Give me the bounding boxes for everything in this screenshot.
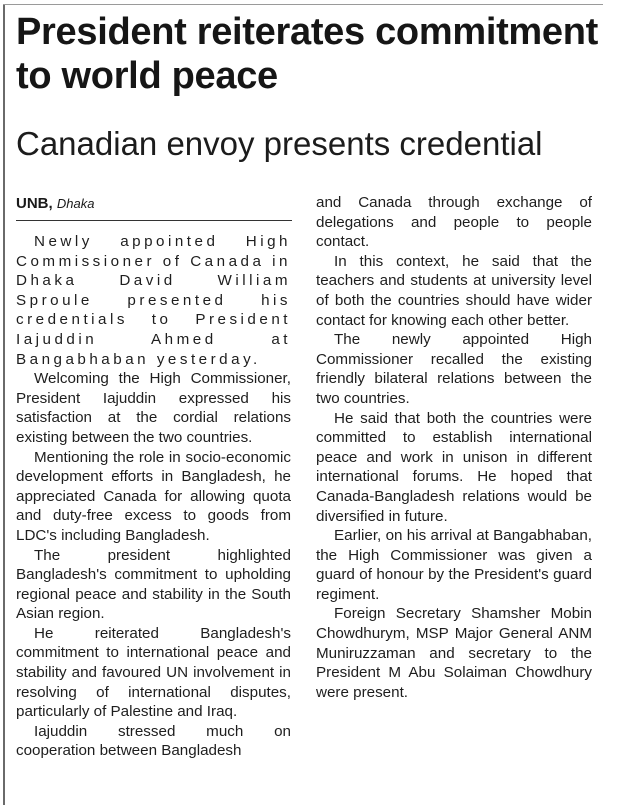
- article-subheadline: Canadian envoy presents credential: [16, 125, 543, 162]
- article-paragraph: In this context, he said that the teachers and students at university level of both the countries should have wider contact for knowing each other better.: [316, 252, 592, 329]
- article-headline: President reiterates commitment to world peace: [16, 11, 599, 97]
- article-byline: [16, 194, 94, 214]
- byline-place: Dhaka: [56, 196, 95, 211]
- article-paragraph: Foreign Secretary Shamsher Mobin Chowdhurym, MSP Major General ANM Muniruzzaman and secretary to the President M Abu Solaiman Chowdhury were present.: [316, 605, 592, 701]
- article-column-left: [16, 232, 291, 761]
- article-paragraph: Welcoming the High Commissioner, President Iajuddin expressed his satisfaction at the cordial relations existing between the two countries.: [16, 370, 291, 446]
- article-paragraph: He reiterated Bangladesh's commitment to international peace and stability and favoured UN involvement in resolving of international disputes, particularly of Palestine and Iraq.: [16, 624, 291, 721]
- article-paragraph: He said that both the countries were committed to establish international peace and work in unison in different international forums. He hoped that Canada-Bangladesh relations would be diversified in future.: [316, 409, 592, 525]
- article-column-right: [316, 193, 592, 702]
- article-paragraph: Earlier, on his arrival at Bangabhaban, the High Commissioner was given a guard of honour by the President's guard regiment.: [316, 527, 592, 603]
- article-paragraph: The newly appointed High Commissioner recalled the existing friendly bilateral relations between the two countries.: [316, 331, 592, 407]
- article-paragraph: Newly appointed High Commissioner of Canada in Dhaka David William Sproule presented his credentials to President Iajuddin Ahmed at Bangabhaban yesterday.: [16, 233, 291, 368]
- article-paragraph: and Canada through exchange of delegations and people to people contact.: [316, 194, 592, 251]
- article-paragraph: Mentioning the role in socio-economic development efforts in Bangladesh, he appreciated Canada for allowing quota and duty-free excess to goods from LDC's including Bangladesh.: [16, 448, 291, 544]
- clipping-top-border: [3, 4, 603, 5]
- byline-agency: UNB,: [16, 195, 53, 212]
- clipping-left-border: [3, 4, 5, 805]
- article-paragraph: The president highlighted Bangladesh's commitment to upholding regional peace and stability in the South Asian region.: [16, 546, 291, 623]
- byline-divider: [16, 220, 292, 221]
- article-paragraph: Iajuddin stressed much on cooperation between Bangladesh: [16, 722, 291, 760]
